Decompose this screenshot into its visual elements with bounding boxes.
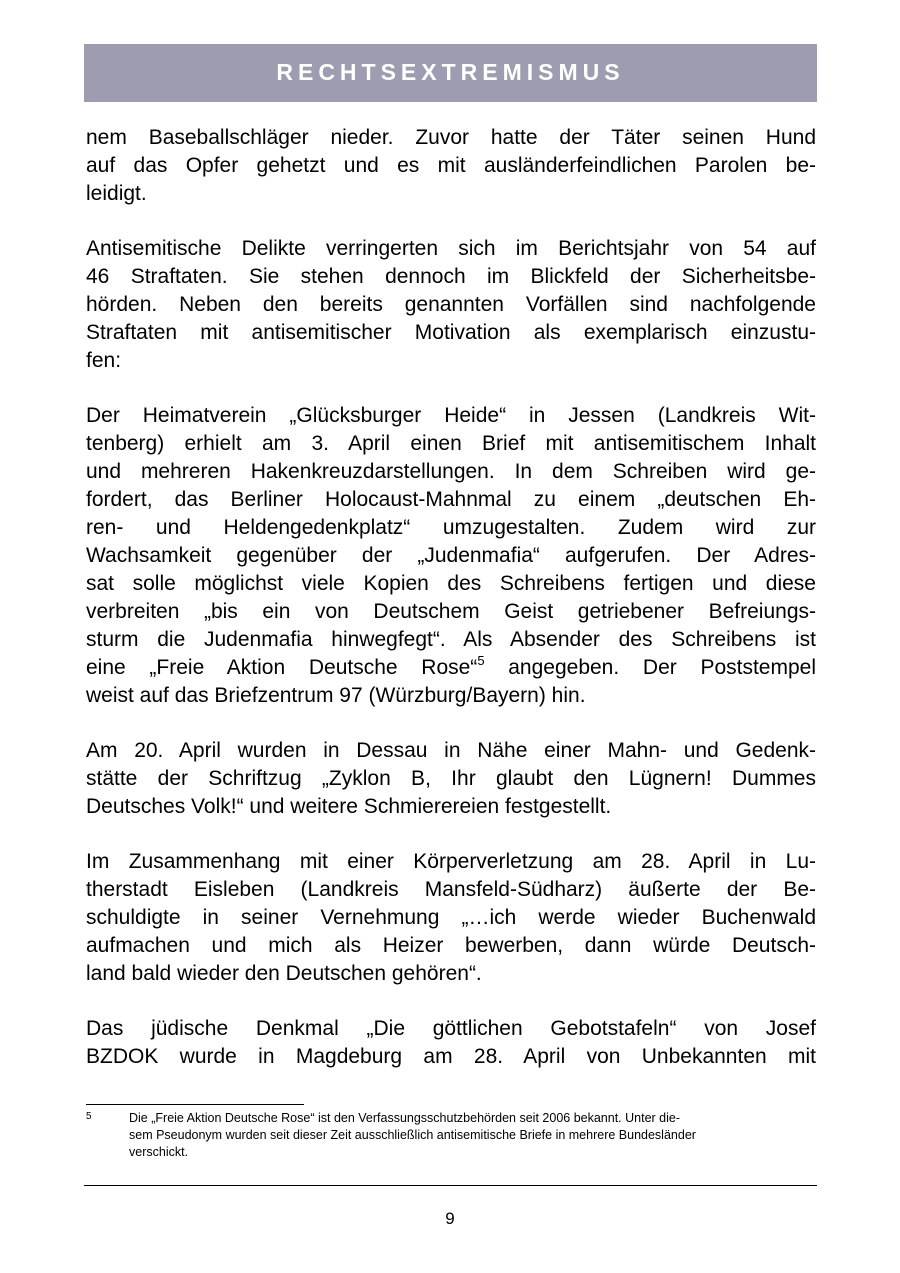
text-line: therstadt Eisleben (Landkreis Mansfeld-Südharz) äußerte der Be- [86,878,816,901]
footnote [86,1110,816,1161]
text-line: aufmachen und mich als Heizer bewerben, dann würde Deutsch- [86,934,816,957]
chapter-header-band [84,44,817,102]
text-line: Am 20. April wurden in Dessau in Nähe einer Mahn- und Gedenk- [86,739,816,762]
text-line: Antisemitische Delikte verringerten sich im Berichtsjahr von 54 auf [86,237,816,260]
text-line: land bald wieder den Deutschen gehören“. [86,962,482,985]
text-line: 46 Straftaten. Sie stehen dennoch im Blickfeld der Sicherheitsbe- [86,265,816,288]
text-line: leidigt. [86,182,147,205]
footnote-separator [86,1104,304,1105]
text-line: Das jüdische Denkmal „Die göttlichen Gebotstafeln“ von Josef [86,1017,816,1040]
text-line: stätte der Schriftzug „Zyklon B, Ihr glaubt den Lügnern! Dummes [86,767,816,790]
paragraph-1 [86,124,816,208]
text-line: Der Heimatverein „Glücksburger Heide“ in Jessen (Landkreis Wit- [86,404,816,427]
text-line: ren- und Heldengedenkplatz“ umzugestalten. Zudem wird zur [86,516,816,539]
text-line: fordert, das Berliner Holocaust-Mahnmal zu einem „deutschen Eh- [86,488,816,511]
footnote-number: 5 [86,1111,92,1122]
text-line: Deutsches Volk!“ und weitere Schmierereien festgestellt. [86,795,612,818]
text-line: und mehreren Hakenkreuzdarstellungen. In dem Schreiben wird ge- [86,460,816,483]
text-line: verbreiten „bis ein von Deutschem Geist getriebener Befreiungs- [86,600,816,623]
footnote-line: verschickt. [129,1145,189,1159]
paragraph-6 [86,1015,816,1071]
paragraph-4 [86,737,816,821]
text-segment: angegeben. Der Poststempel [484,656,816,679]
chapter-title: RECHTSEXTREMISMUS [276,59,625,85]
footer-rule [84,1185,817,1186]
text-line: nem Baseballschläger nieder. Zuvor hatte der Täter seinen Hund [86,126,816,149]
text-line-with-footnote-ref [86,654,816,682]
paragraph-5 [86,848,816,988]
text-line: sat solle möglichst viele Kopien des Schreibens fertigen und diese [86,572,816,595]
text-line: Im Zusammenhang mit einer Körperverletzung am 28. April in Lu- [86,850,816,873]
footnote-text [129,1110,816,1161]
body-text [86,124,816,1098]
text-segment: eine „Freie Aktion Deutsche Rose“ [86,656,478,679]
text-line: Straftaten mit antisemitischer Motivation als exemplarisch einzustu- [86,321,816,344]
text-line: weist auf das Briefzentrum 97 (Würzburg/Bayern) hin. [86,684,586,707]
paragraph-3 [86,402,816,710]
footnote-line: sem Pseudonym wurden seit dieser Zeit ausschließlich antisemitische Briefe in mehrere Bundesländer [129,1128,696,1142]
text-line: sturm die Judenmafia hinwegfegt“. Als Absender des Schreibens ist [86,628,816,651]
text-line: tenberg) erhielt am 3. April einen Brief mit antisemitischem Inhalt [86,432,816,455]
paragraph-2 [86,235,816,375]
text-line: hörden. Neben den bereits genannten Vorfällen sind nachfolgende [86,293,816,316]
page-number: 9 [445,1209,455,1228]
text-line: auf das Opfer gehetzt und es mit ausländerfeindlichen Parolen be- [86,154,816,177]
text-line: Wachsamkeit gegenüber der „Judenmafia“ aufgerufen. Der Adres- [86,544,816,567]
text-line: BZDOK wurde in Magdeburg am 28. April von Unbekannten mit [86,1045,816,1068]
text-line: fen: [86,349,122,372]
footnote-reference: 5 [477,653,485,668]
text-line: schuldigte in seiner Vernehmung „…ich werde wieder Buchenwald [86,906,816,929]
footnote-line: Die „Freie Aktion Deutsche Rose“ ist den Verfassungsschutzbehörden seit 2006 bekannt. Unter die- [129,1111,681,1125]
